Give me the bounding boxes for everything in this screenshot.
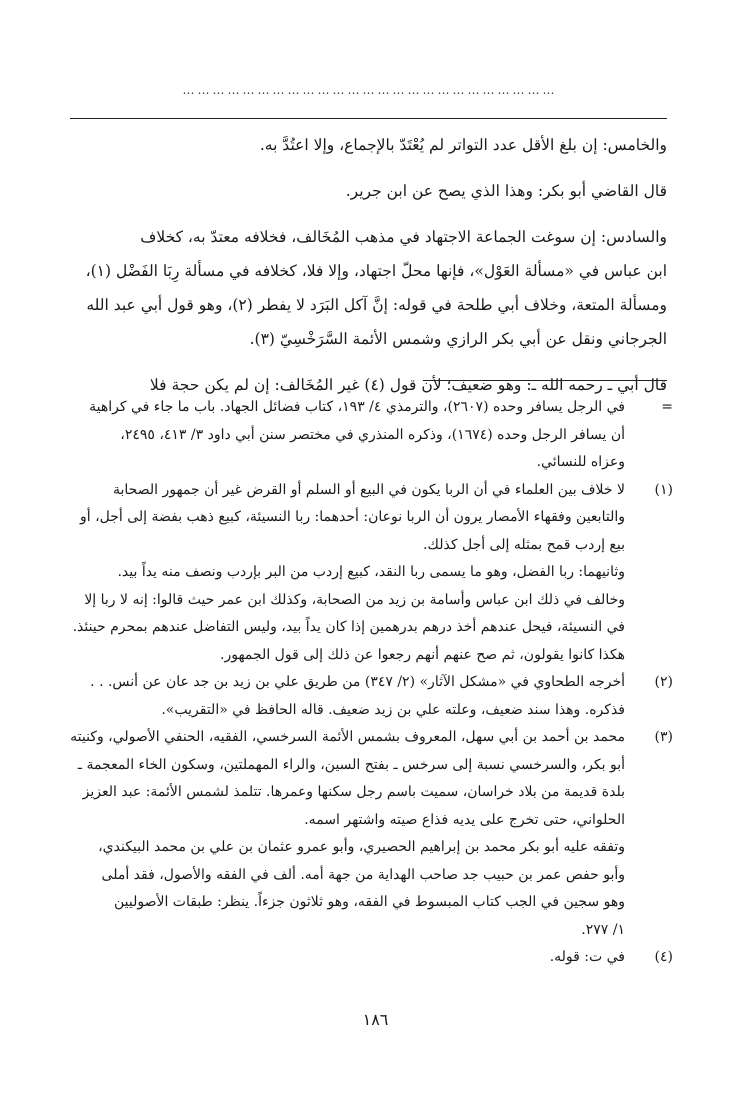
footnote xyxy=(70,669,673,724)
text-line: ابن عباس في «مسألة العَوْل»، فإنها محلّ اجتهاد، وإلا فلا، كخلافه في مسألة رِبَا الفَضْل (١)، xyxy=(85,262,667,280)
footnote-number: = xyxy=(661,399,673,415)
footnote-number: (٢) xyxy=(654,674,673,690)
header-ornament: ………………………………………………………………… xyxy=(182,83,558,97)
paragraph xyxy=(81,128,667,162)
footnote-line: هكذا كانوا يقولون، ثم صح عنهم أنهم رجعوا عن ذلك إلى قول الجمهور. xyxy=(220,646,625,663)
footnotes xyxy=(70,394,673,972)
footnote-line: محمد بن أحمد بن أبي سهل، المعروف بشمس الأئمة السرخسي، الفقيه، الحنفي الأصولي، وكنيته xyxy=(70,729,625,745)
text-line: قال أبي ـ رحمه الله ـ: وهو ضعيف؛ لأن قول (٤) غير المُخَالف: إن لم يكن حجة فلا xyxy=(149,376,667,394)
footnote-line: وخالف في ذلك ابن عباس وأسامة بن زيد من الصحابة، وكذلك ابن عمر حيث قالوا: إنه لا ربا إلا xyxy=(84,591,625,608)
main-text xyxy=(81,128,667,402)
footnote-line: أن يسافر الرجل وحده (١٦٧٤)، وذكره المنذري في مختصر سنن أبي داود ٣/ ٤١٣، ٢٤٩٥، xyxy=(120,426,625,443)
footnote-line: وأبو حفص عمر بن حبيب جد صاحب الهداية من جهة أمه. ألف في الفقه والأصول، فقد أملى xyxy=(101,866,625,883)
footnote xyxy=(70,394,673,477)
footnote-line: والتابعين وفقهاء الأمصار يرون أن الربا نوعان: أحدهما: ربا النسيئة، كبيع ذهب بفضة إلى أجل، أو xyxy=(79,509,625,525)
footnote xyxy=(70,477,673,670)
footnote-line: بلدة قديمة من بلاد خراسان، سميت باسم رجل سكنها وعمرها. تتلمذ لشمس الأئمة: عبد العزيز xyxy=(82,784,625,800)
footnote-line: في ت: قوله. xyxy=(549,949,625,965)
footnote-number: (٣) xyxy=(654,729,673,745)
footnote-line: بيع إردب قمح بمثله إلى أجل كذلك. xyxy=(422,536,625,553)
footnote xyxy=(70,724,673,944)
text-line: والسادس: إن سوغت الجماعة الاجتهاد في مذهب المُخَالف، فخلافه معتدّ به، كخلاف xyxy=(140,228,667,246)
page-number: ١٨٦ xyxy=(362,1010,389,1029)
footnote-line: وهو سجين في الجب كتاب المبسوط في الفقه، وهو ثلاثون جزءاً. ينظر: طبقات الأصوليين xyxy=(113,894,625,910)
text-line: والخامس: إن بلغ الأقل عدد التواتر لم يُعْتَدّ بالإجماع، وإلا اعتُدَّ به. xyxy=(259,136,667,154)
footnote-line: لا خلاف بين العلماء في أن الربا يكون في البيع أو السلم أو القرض غير أن جمهور الصحابة xyxy=(113,481,625,498)
text-line: ومسألة المتعة، وخلاف أبي طلحة في قوله: إنَّ آكل البَرَد لا يفطر (٢)، وهو قول أبي عبد الله xyxy=(86,296,667,314)
footnote-line: أبو بكر، والسرخسي نسبة إلى سرخس ـ بفتح السين، والراء المهملتين، وسكون الخاء المعجمة ـ xyxy=(77,756,625,773)
footnote-line: الحلواني، حتى تخرج على يديه فذاع صيته واشتهر اسمه. xyxy=(304,811,625,828)
text-line: قال القاضي أبو بكر: وهذا الذي يصح عن ابن جرير. xyxy=(345,182,667,200)
footnote-line: فذكره. وهذا سند ضعيف، وعلته علي بن زيد ضعيف. قاله الحافظ في «التقريب». xyxy=(161,701,625,718)
footnote-line: وعزاه للنسائي. xyxy=(536,454,625,470)
text-line: الجرجاني ونقل عن أبي بكر الرازي وشمس الأئمة السَّرَخْسِيّ (٣). xyxy=(249,330,667,348)
footnote-line: في النسيئة، فيحل عندهم أخذ درهم بدرهمين إذا كان يداً بيد، وليس التفاضل عندهم بمحرم حينئذ. xyxy=(72,619,625,635)
paragraph xyxy=(81,220,667,356)
footnote-separator xyxy=(423,380,667,381)
footnote xyxy=(70,944,673,972)
footnote-line: في الرجل يسافر وحده (٢٦٠٧)، والترمذي ٤/ ١٩٣، كتاب فضائل الجهاد. باب ما جاء في كراهية xyxy=(89,399,625,415)
footnote-number: (١) xyxy=(654,481,673,498)
footnote-number: (٤) xyxy=(654,949,673,965)
footnote-line: وتفقه عليه أبو بكر محمد بن إبراهيم الحصيري، وأبو عمرو عثمان بن علي بن محمد البيكندي، xyxy=(98,839,625,855)
footnote-line: وثانيهما: ربا الفضل، وهو ما يسمى ربا النقد، كبيع إردب من البر بإردب ونصف منه يداً بيد. xyxy=(117,564,625,580)
paragraph xyxy=(81,174,667,208)
footnote-line: أخرجه الطحاوي في «مشكل الآثار» (٢/ ٣٤٧) من طريق علي بن زيد بن جد عان عن أنس. . . xyxy=(90,674,625,690)
header-rule xyxy=(70,118,667,119)
footnote-line: ١/ ٢٧٧. xyxy=(581,921,625,938)
